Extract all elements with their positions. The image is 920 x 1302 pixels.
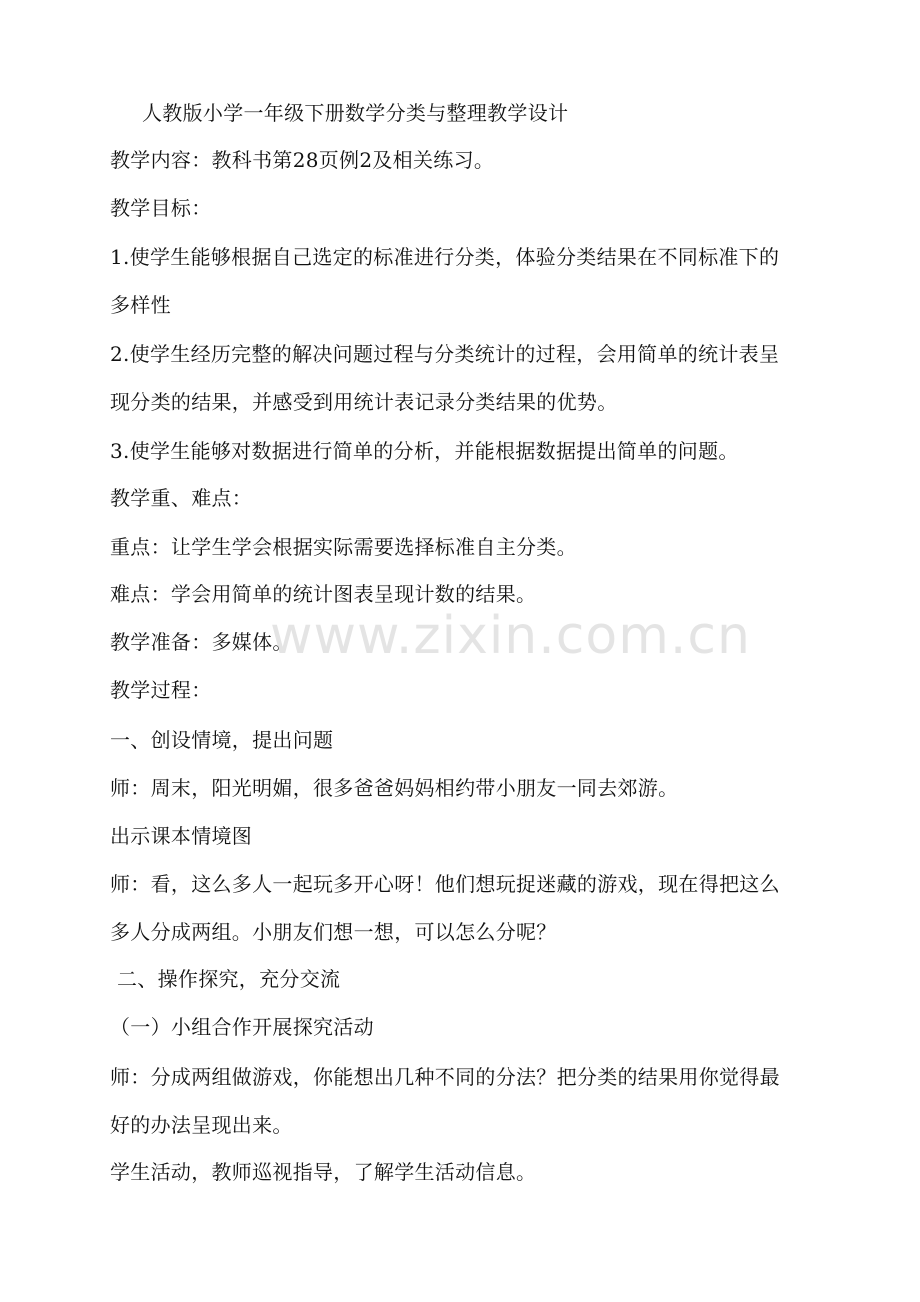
process-heading: 教学过程： (110, 678, 212, 702)
subsection-1-heading: （一）小组合作开展探究活动 (110, 1015, 374, 1039)
student-activity-line: 学生活动，教师巡视指导，了解学生活动信息。 (110, 1160, 537, 1184)
teaching-goals-heading: 教学目标： (110, 196, 212, 220)
teacher-line-2b: 多人分成两组。小朋友们想一想，可以怎么分呢？ (110, 920, 557, 944)
show-image-line: 出示课本情境图 (110, 824, 253, 848)
teacher-line-3a: 师：分成两组做游戏，你能想出几种不同的分法？把分类的结果用你觉得最 (110, 1065, 780, 1089)
goal-1-line-2: 多样性 (110, 293, 171, 317)
watermark: www.zixin.com.cn (270, 606, 751, 666)
key-difficult-heading: 教学重、难点： (110, 486, 253, 510)
document-title: 人教版小学一年级下册数学分类与整理教学设计 (142, 101, 569, 125)
teaching-content-line: 教学内容：教科书第28页例2及相关练习。 (110, 148, 495, 172)
goal-3-line: 3.使学生能够对数据进行简单的分析，并能根据数据提出简单的问题。 (110, 439, 739, 463)
goal-2-line-2: 现分类的结果，并感受到用统计表记录分类结果的优势。 (110, 390, 618, 414)
difficult-point-line: 难点：学会用简单的统计图表呈现计数的结果。 (110, 582, 537, 606)
section-1-heading: 一、创设情境，提出问题 (110, 728, 334, 752)
goal-2-line-1: 2.使学生经历完整的解决问题过程与分类统计的过程，会用简单的统计表呈 (110, 342, 780, 366)
preparation-line: 教学准备：多媒体。 (110, 630, 293, 654)
teacher-line-1: 师：周末，阳光明媚，很多爸爸妈妈相约带小朋友一同去郊游。 (110, 776, 679, 800)
key-point-line: 重点：让学生学会根据实际需要选择标准自主分类。 (110, 535, 577, 559)
teacher-line-3b: 好的办法呈现出来。 (110, 1113, 293, 1137)
teacher-line-2a: 师：看，这么多人一起玩多开心呀！他们想玩捉迷藏的游戏，现在得把这么 (110, 872, 780, 896)
goal-1-line-1: 1.使学生能够根据自己选定的标准进行分类，体验分类结果在不同标准下的 (110, 245, 780, 269)
section-2-heading: 二、操作探究，充分交流 (117, 967, 341, 991)
